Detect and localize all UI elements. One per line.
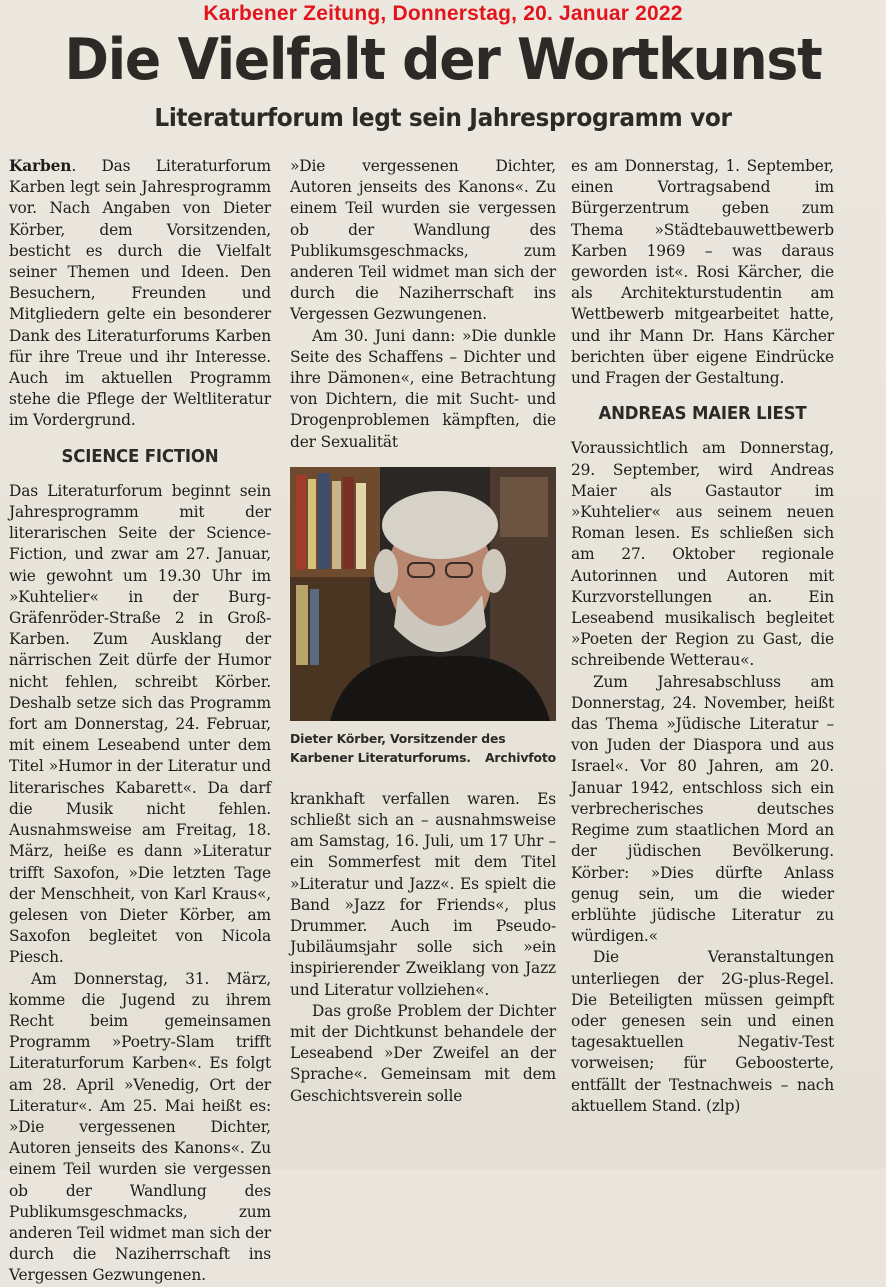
newspaper-header: Karbener Zeitung, Donnerstag, 20. Januar 2022: [203, 2, 683, 25]
dateline: Karben: [9, 157, 72, 175]
paragraph: Am Donnerstag, 31. März, komme die Jugend zu ihrem Recht beim gemeinsamen Programm »Poetry-Slam trifft Literaturforum Karben«. Es folgt am 28. April »Venedig, Ort der Literatur«. Am 25. Mai heißt es: »Die vergessenen Dichter, Autoren jenseits des Kanons«. Zu einem Teil wurden sie vergessen ob der Wandlung des Publikumsgeschmacks, zum anderen Teil widmet man sich der durch die Naziherrschaft ins Vergessen Gezwungenen.: [9, 969, 271, 1285]
intro-paragraph: [9, 156, 271, 432]
article-subtitle: Literaturforum legt sein Jahresprogramm vor: [154, 103, 732, 132]
article-column-1: [9, 156, 271, 1285]
photo-credit: Archivfoto: [484, 749, 556, 765]
paragraph-4-full: [0, 1169, 1, 1170]
paragraph: krankhaft verfallen waren. Es schließt sich an – ausnahmsweise am Samstag, 16. Juli, um 17 Uhr – ein Sommerfest mit dem Titel »Literatur und Jazz«. Es spielt die Band »Jazz for Friends«, plus Drummer. Auch im Pseudo-Jubiläumsjahr solle sich »ein inspirierender Zweiklang von Jazz und Literatur vollziehen«.: [290, 789, 556, 999]
paragraph: Das Literaturforum beginnt sein Jahresprogramm mit der literarischen Seite der Science-Fiction, und zwar am 27. Januar, wie gewohnt um 19.30 Uhr im »Kuhtelier« in der Burg-Gräfenröder-Straße 2 in Groß-Karben. Zum Ausklang der närrischen Zeit dürfe der Humor nicht fehlen, schreibt Körber. Deshalb setze sich das Programm fort am Donnerstag, 24. Februar, mit einem Leseabend unter dem Titel »Humor in der Literatur und literarisches Kabarett«. Da darf die Musik nicht fehlen. Ausnahmsweise am Freitag, 18. März, heiße es dann »Literatur trifft Saxofon, »Die letzten Tage der Menschheit, von Karl Kraus«, gelesen von Dieter Körber, am Saxofon begleitet von Nicola Piesch.: [9, 481, 271, 967]
intro-text: . Das Literaturforum Karben legt sein Jahresprogramm vor. Nach Angaben von Dieter Körber, dem Vorsitzenden, besticht es durch die Vielfalt seiner Themen und Ideen. Den Besuchern, Freunden und Mitgliedern gelte ein besonderer Dank des Literaturforums Karben für ihre Treue und ihr Interesse. Auch im aktuellen Programm stehe die Pflege der Weltliteratur im Vordergrund.: [9, 157, 271, 430]
article-column-2: [290, 156, 556, 1105]
subhead-andreas-maier: ANDREAS MAIER LIEST: [598, 403, 807, 425]
portrait-illustration: [290, 467, 556, 721]
portrait-photo: [290, 467, 556, 721]
article-column-3: [571, 156, 834, 1117]
continuation-store: [0, 1169, 1, 1170]
subhead-science-fiction: SCIENCE FICTION: [61, 445, 219, 467]
paragraph-continued: »Die vergessenen Dichter, Autoren jenseits des Kanons«. Zu einem Teil wurden sie vergessen ob der Wandlung des Publikumsgeschmacks, zum anderen Teil widmet man sich der durch die Naziherrschaft ins Vergessen Gezwungenen.: [290, 157, 556, 324]
paragraph: Am 30. Juni dann: »Die dunkle Seite des Schaffens – Dichter und ihre Dämonen«, eine Betrachtung von Dichtern, die mit Sucht- und Drogenproblemen kämpften, die der Sexualität: [290, 326, 556, 451]
paragraph: Voraussichtlich am Donnerstag, 29. September, wird Andreas Maier als Gastautor im »Kuhtelier« aus seinem neuen Roman lesen. Es schließen sich am 27. Oktober regionale Autorinnen und Autoren mit Kurzvorstellungen an. Ein Leseabend musikalisch begleitet »Poeten der Region zu Gast, die schreibende Wetterau«.: [571, 439, 834, 670]
paragraph-continued: es am Donnerstag, 1. September, einen Vortragsabend im Bürgerzentrum geben zum Thema »Städtebauwettbewerb Karben 1969 – was daraus geworden ist«. Rosi Kärcher, die als Architekturstudentin am Wettbewerb mitgearbeitet hatte, und ihr Mann Dr. Hans Kärcher berichten über eigene Eindrücke und Fragen der Gestaltung.: [571, 157, 834, 388]
paragraph: Das große Problem der Dichter mit der Dichtkunst behandele der Leseabend »Der Zweifel an der Sprache«. Gemeinsam mit dem Geschichtsverein solle: [290, 1001, 556, 1105]
paragraph: Zum Jahresabschluss am Donnerstag, 24. November, heißt das Thema »Jüdische Literatur – von Juden der Diaspora und aus Israel«. Vor 80 Jahren, am 20. Januar 1942, entschloss sich ein verbrecherisches deutsches Regime zum staatlichen Mord an der jüdischen Bevölkerung. Körber: »Dies dürfte Anlass genug sein, um die wieder erblühte jüdische Literatur zu würdigen.«: [571, 672, 834, 946]
photo-caption: Dieter Körber, Vorsitzender des Karbener Literaturforums.: [290, 730, 506, 765]
paragraph: Die Veranstaltungen unterliegen der 2G-plus-Regel. Die Beteiligten müssen geimpft oder genesen sein und einen tagesaktuellen Negativ-Test vorweisen; für Geboosterte, entfällt der Testnachweis – nach aktuellem Stand. (zlp): [571, 948, 834, 1115]
article-title: Die Vielfalt der Wortkunst: [64, 27, 822, 93]
photo-caption-block: [290, 729, 556, 767]
